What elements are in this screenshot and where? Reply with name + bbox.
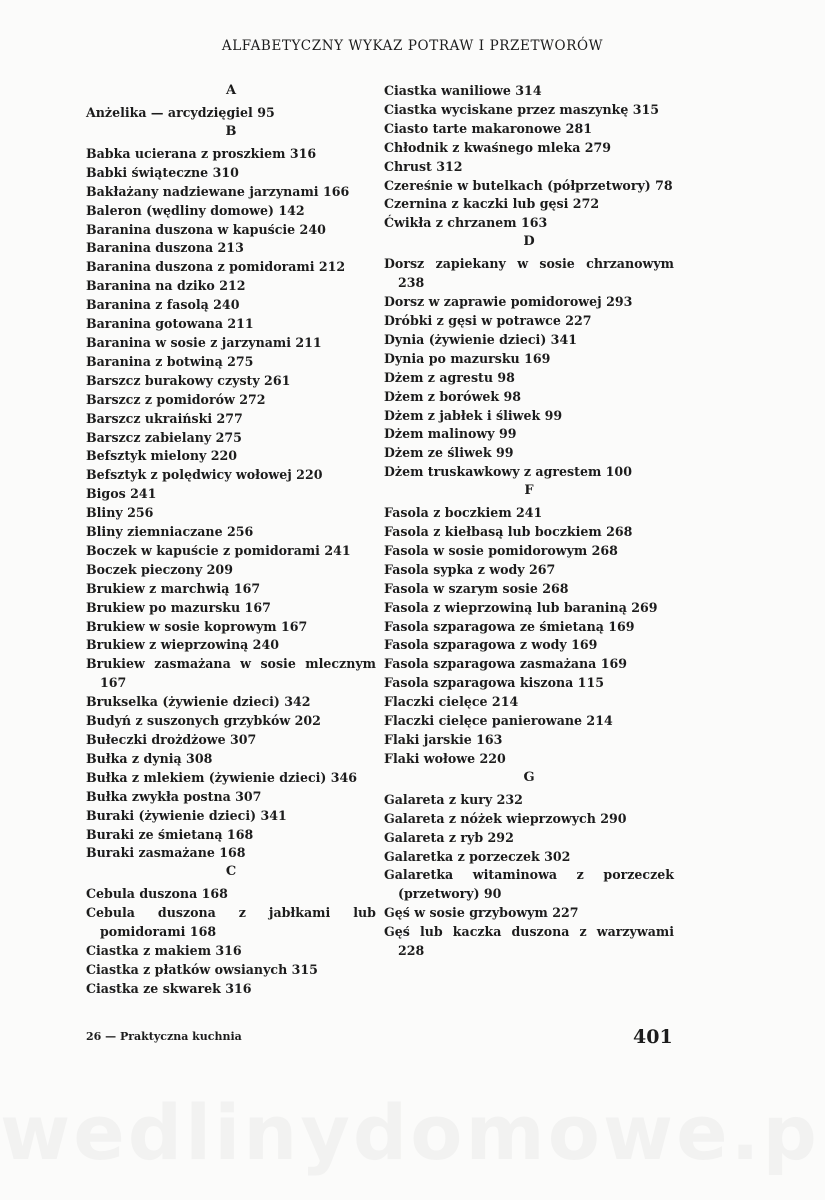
index-entry: Fasola szparagowa kiszona 115: [384, 675, 604, 691]
index-entry: Ciasto tarte makaronowe 281: [384, 120, 592, 136]
index-entry: Barszcz z pomidorów 272: [86, 391, 266, 407]
index-entry: Gęś lub kaczka duszona z warzywami 228: [384, 924, 674, 959]
index-entry: Babka ucierana z proszkiem 316: [86, 145, 317, 161]
index-entry: Boczek pieczony 209: [86, 561, 233, 577]
index-entry: Fasola w sosie pomidorowym 268: [384, 542, 618, 558]
index-entry: Bliny 256: [86, 505, 154, 521]
index-entry: Ciastka z makiem 316: [86, 943, 242, 959]
index-entry: Bułka z mlekiem (żywienie dzieci) 346: [86, 769, 358, 785]
section-letter: G: [523, 769, 535, 785]
index-entry: Dorsz w zaprawie pomidorowej 293: [384, 294, 633, 310]
index-entry: Bułka zwykła postna 307: [86, 788, 262, 804]
index-entry: Baranina w sosie z jarzynami 211: [86, 334, 322, 350]
index-entry: Budyń z suszonych grzybków 202: [86, 713, 321, 729]
index-entry: Dynia (żywienie dzieci) 341: [384, 331, 577, 347]
index-entry: Czernina z kaczki lub gęsi 272: [384, 196, 600, 212]
page-number: 401: [633, 1026, 673, 1048]
index-entry: Brukiew z marchwią 167: [86, 580, 261, 596]
index-entry: Buraki ze śmietaną 168: [86, 826, 254, 842]
section-letter: A: [225, 83, 237, 98]
index-entry: Bułka z dynią 308: [86, 750, 213, 766]
index-entry: Ćwikła z chrzanem 163: [384, 215, 548, 231]
index-entry: Baranina duszona w kapuście 240: [86, 221, 326, 237]
index-entry: Fasola z kiełbasą lub boczkiem 268: [384, 524, 633, 540]
section-letter: D: [523, 234, 535, 250]
index-entry: Barszcz burakowy czysty 261: [86, 372, 291, 388]
index-column-left: [86, 82, 376, 999]
index-entry: Bigos 241: [86, 486, 157, 502]
index-entry: Boczek w kapuście z pomidorami 241: [86, 542, 351, 558]
index-entry: Flaczki cielęce 214: [384, 694, 519, 710]
index-entry: Baranina duszona 213: [86, 240, 244, 256]
index-entry: Buraki zasmażane 168: [86, 845, 246, 861]
index-entry: Galareta z kury 232: [384, 791, 523, 807]
index-entry: Ciastka z płatków owsianych 315: [86, 961, 318, 977]
index-entry: Baranina z fasolą 240: [86, 297, 240, 313]
index-column-right: [384, 82, 674, 961]
index-entry: Dynia po mazursku 169: [384, 350, 551, 366]
index-entry: Czereśnie w butelkach (półprzetwory) 78: [384, 177, 673, 193]
index-entry: Dróbki z gęsi w potrawce 227: [384, 312, 592, 328]
index-entry: Galareta z nóżek wieprzowych 290: [384, 810, 627, 826]
index-entry: Fasola z boczkiem 241: [384, 505, 543, 521]
index-entry: Galaretka witaminowa z porzeczek (przetwory) 90: [384, 867, 674, 902]
index-entry: Baleron (wędliny domowe) 142: [86, 202, 305, 218]
index-entry: Baranina z botwiną 275: [86, 353, 254, 369]
index-entry: Cebula duszona 168: [86, 886, 228, 902]
section-letter: F: [524, 483, 534, 499]
index-entry: Babki świąteczne 310: [86, 164, 239, 180]
index-entry: Flaki wołowe 220: [384, 750, 506, 766]
index-entry: Dorsz zapiekany w sosie chrzanowym 238: [384, 256, 674, 291]
index-entry: Baranina na dziko 212: [86, 278, 246, 294]
index-entry: Fasola w szarym sosie 268: [384, 580, 569, 596]
index-entry: Ciastka ze skwarek 316: [86, 980, 252, 996]
index-entry: Barszcz zabielany 275: [86, 429, 242, 445]
page-title: ALFABETYCZNY WYKAZ POTRAW I PRZETWORÓW: [221, 38, 604, 54]
index-entry: Brukselka (żywienie dzieci) 342: [86, 694, 311, 710]
index-entry: Dżem malinowy 99: [384, 426, 517, 442]
watermark: [0, 1088, 825, 1177]
index-entry: Flaczki cielęce panierowane 214: [384, 713, 613, 729]
index-entry: Galaretka z porzeczek 302: [384, 848, 571, 864]
index-entry: Cebula duszona z jabłkami lub pomidorami 168: [86, 905, 376, 940]
section-letter: B: [225, 123, 237, 139]
index-entry: Flaki jarskie 163: [384, 732, 503, 747]
index-entry: Anżelika — arcydzięgiel 95: [86, 105, 275, 120]
section-letter: C: [225, 864, 237, 880]
index-entry: Barszcz ukraiński 277: [86, 410, 243, 426]
index-entry: Chrust 312: [384, 158, 463, 174]
index-entry: Ciastka wyciskane przez maszynkę 315: [384, 101, 660, 117]
index-entry: Fasola sypka z wody 267: [384, 561, 556, 577]
index-entry: Dżem truskawkowy z agrestem 100: [384, 464, 632, 480]
index-entry: Galareta z ryb 292: [384, 829, 514, 845]
index-entry: Bułeczki drożdżowe 307: [86, 732, 257, 747]
index-entry: Dżem z agrestu 98: [384, 369, 515, 385]
index-entry: Fasola szparagowa z wody 169: [384, 637, 598, 653]
index-entry: Fasola szparagowa zasmażana 169: [384, 656, 628, 672]
index-entry: Chłodnik z kwaśnego mleka 279: [384, 139, 612, 155]
index-entry: Baranina gotowana 211: [86, 316, 254, 332]
index-entry: Gęś w sosie grzybowym 227: [384, 905, 579, 921]
index-entry: Brukiew po mazursku 167: [86, 599, 271, 615]
index-entry: Brukiew w sosie koprowym 167: [86, 618, 308, 634]
index-entry: Brukiew z wieprzowiną 240: [86, 637, 279, 653]
index-entry: Dżem z jabłek i śliwek 99: [384, 407, 563, 423]
index-entry: Ciastka waniliowe 314: [384, 83, 542, 98]
index-entry: Bakłażany nadziewane jarzynami 166: [86, 183, 350, 199]
index-entry: Dżem z borówek 98: [384, 388, 522, 404]
index-entry: Befsztyk z polędwicy wołowej 220: [86, 467, 323, 483]
index-entry: Dżem ze śliwek 99: [384, 445, 514, 461]
index-entry: Befsztyk mielony 220: [86, 448, 238, 464]
footer-signature: 26 — Praktyczna kuchnia: [86, 1030, 242, 1043]
index-entry: Fasola szparagowa ze śmietaną 169: [384, 618, 635, 634]
index-entry: Bliny ziemniaczane 256: [86, 524, 254, 540]
index-entry: Fasola z wieprzowiną lub baraniną 269: [384, 599, 658, 615]
index-entry: Buraki (żywienie dzieci) 341: [86, 807, 287, 823]
index-entry: Brukiew zasmażana w sosie mlecznym 167: [86, 656, 376, 691]
index-entry: Baranina duszona z pomidorami 212: [86, 259, 346, 275]
